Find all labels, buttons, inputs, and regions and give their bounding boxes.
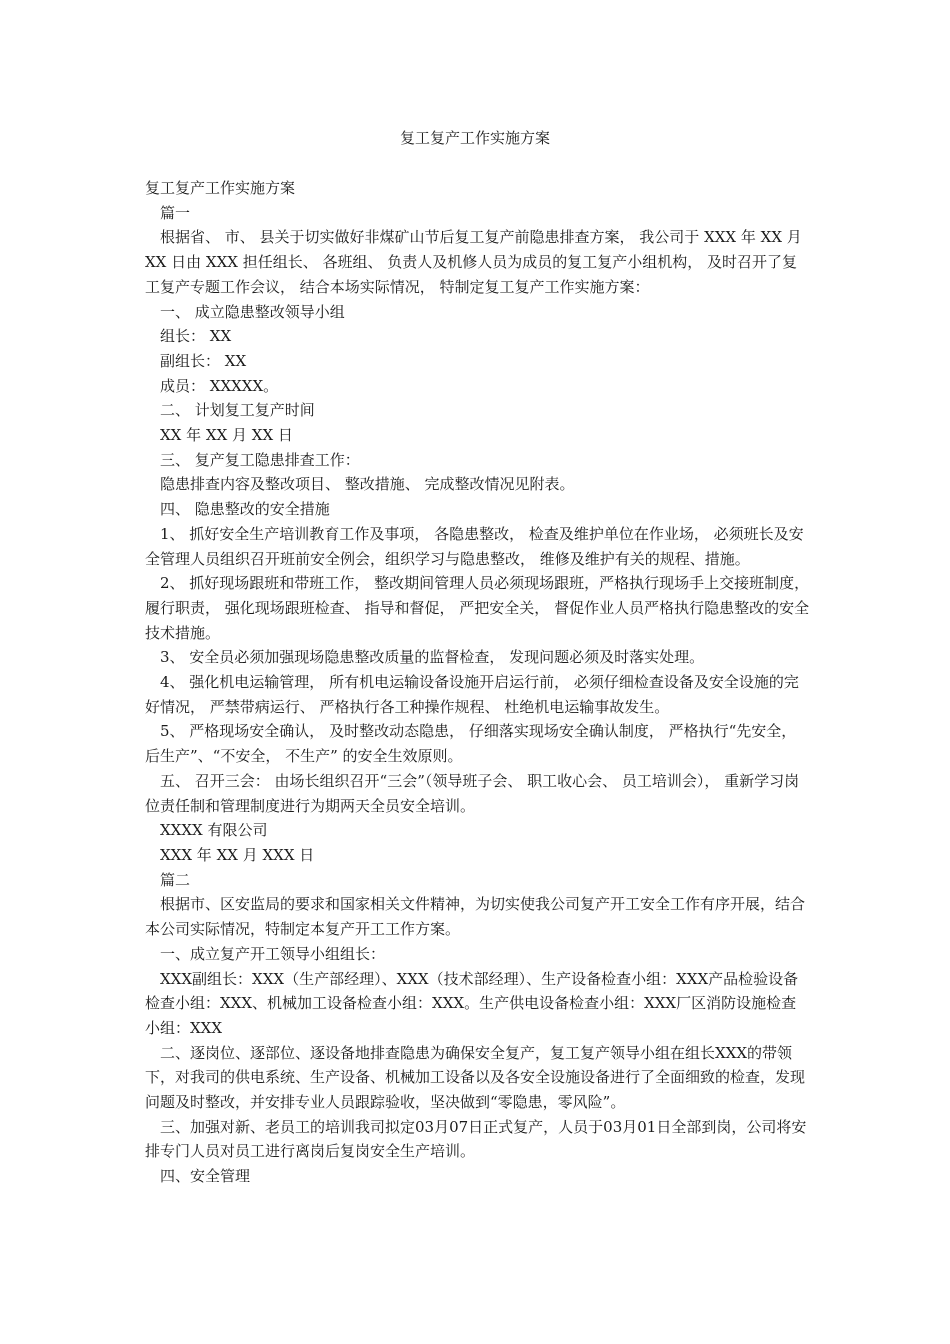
paragraph: 隐患排查内容及整改项目、 整改措施、 完成整改情况见附表。 xyxy=(160,475,575,494)
paragraph: 四、安全管理 xyxy=(160,1167,251,1186)
paragraph: 二、逐岗位、逐部位、逐设备地排查隐患为确保安全复产，复工复产领导小组在组长XXX的带领下，对我司的供电系统、生产设备、机械加工设备以及各安全设施设备进行了全面细致的检查，发现问题及时整改，并安排专业人员跟踪验收，坚决做到“零隐患，零风险”。 xyxy=(145,1043,806,1112)
paragraph: 五、 召开三会： 由场长组织召开“三会”（领导班子会、 职工收心会、 员工培训会）， 重新学习岗位责任制和管理制度进行为期两天全员安全培训。 xyxy=(145,771,800,815)
paragraph: 复工复产工作实施方案 xyxy=(145,179,296,197)
document-title: 复工复产工作实施方案 xyxy=(399,129,550,147)
paragraph: 根据市、区安监局的要求和国家相关文件精神，为切实使我公司复产开工安全工作有序开展，结合本公司实际情况，特制定本复产开工工作方案。 xyxy=(145,895,806,939)
paragraph: XXX副组长：XXX（生产部经理）、XXX（技术部经理）、生产设备检查小组：XXX产品检验设备检查小组：XXX、机械加工设备检查小组：XXX。生产供电设备检查小组：XXX厂区消防设施检查小组：XXX xyxy=(145,969,799,1037)
paragraph: 5、 严格现场安全确认， 及时整改动态隐患， 仔细落实现场安全确认制度， 严格执行“先安全， 后生产”、“不安全， 不生产” 的安全生效原则。 xyxy=(145,722,797,766)
document-body xyxy=(145,176,810,1189)
paragraph: 二、 计划复工复产时间 xyxy=(160,401,315,420)
paragraph: 三、 复产复工隐患排查工作： xyxy=(160,450,360,469)
paragraph: XXXX 有限公司 xyxy=(160,821,268,840)
paragraph: 一、成立复产开工领导小组组长： xyxy=(160,944,386,963)
paragraph: XXX 年 XX 月 XXX 日 xyxy=(160,845,315,864)
paragraph: 成员： XXXXX。 xyxy=(160,376,279,395)
paragraph: 1、 抓好安全生产培训教育工作及事项， 各隐患整改， 检查及维护单位在作业场， 必须班长及安全管理人员组织召开班前安全例会，组织学习与隐患整改， 维修及维护有关的规程、措施。 xyxy=(145,524,804,568)
paragraph: 篇一 xyxy=(160,203,191,222)
paragraph: 组长： XX xyxy=(160,327,232,346)
paragraph: 副组长： XX xyxy=(160,351,247,370)
paragraph: 篇二 xyxy=(160,870,191,889)
paragraph: 一、 成立隐患整改领导小组 xyxy=(160,302,345,321)
paragraph: 4、 强化机电运输管理， 所有机电运输设备设施开启运行前， 必须仔细检查设备及安全设施的完好情况， 严禁带病运行、 严格执行各工种操作规程、 杜绝机电运输事故发生。 xyxy=(145,673,799,716)
paragraph: 三、加强对新、老员工的培训我司拟定03月07日正式复产，人员于03月01日全部到岗，公司将安排专门人员对员工进行离岗后复岗安全生产培训。 xyxy=(145,1117,807,1161)
paragraph: 四、 隐患整改的安全措施 xyxy=(160,500,330,519)
paragraph: 3、 安全员必须加强现场隐患整改质量的监督检查， 发现问题必须及时落实处理。 xyxy=(160,648,705,667)
paragraph: 2、 抓好现场跟班和带班工作， 整改期间管理人员必须现场跟班，严格执行现场手上交接班制度， 履行职责， 强化现场跟班检查、 指导和督促， 严把安全关， 督促作业人员严格执行隐患整改的安全技术措施。 xyxy=(145,574,810,642)
paragraph: 根据省、 市、 县关于切实做好非煤矿山节后复工复产前隐患排查方案， 我公司于 XXX 年 XX 月 XX 日由 XXX 担任组长、 各班组、 负责人及机修人员为成员的复工复产小组机构， 及时召开了复工复产专题工作会议， 结合本场实际情况， 特制定复工复产工作实施方案： xyxy=(145,228,802,296)
paragraph: XX 年 XX 月 XX 日 xyxy=(160,426,293,445)
